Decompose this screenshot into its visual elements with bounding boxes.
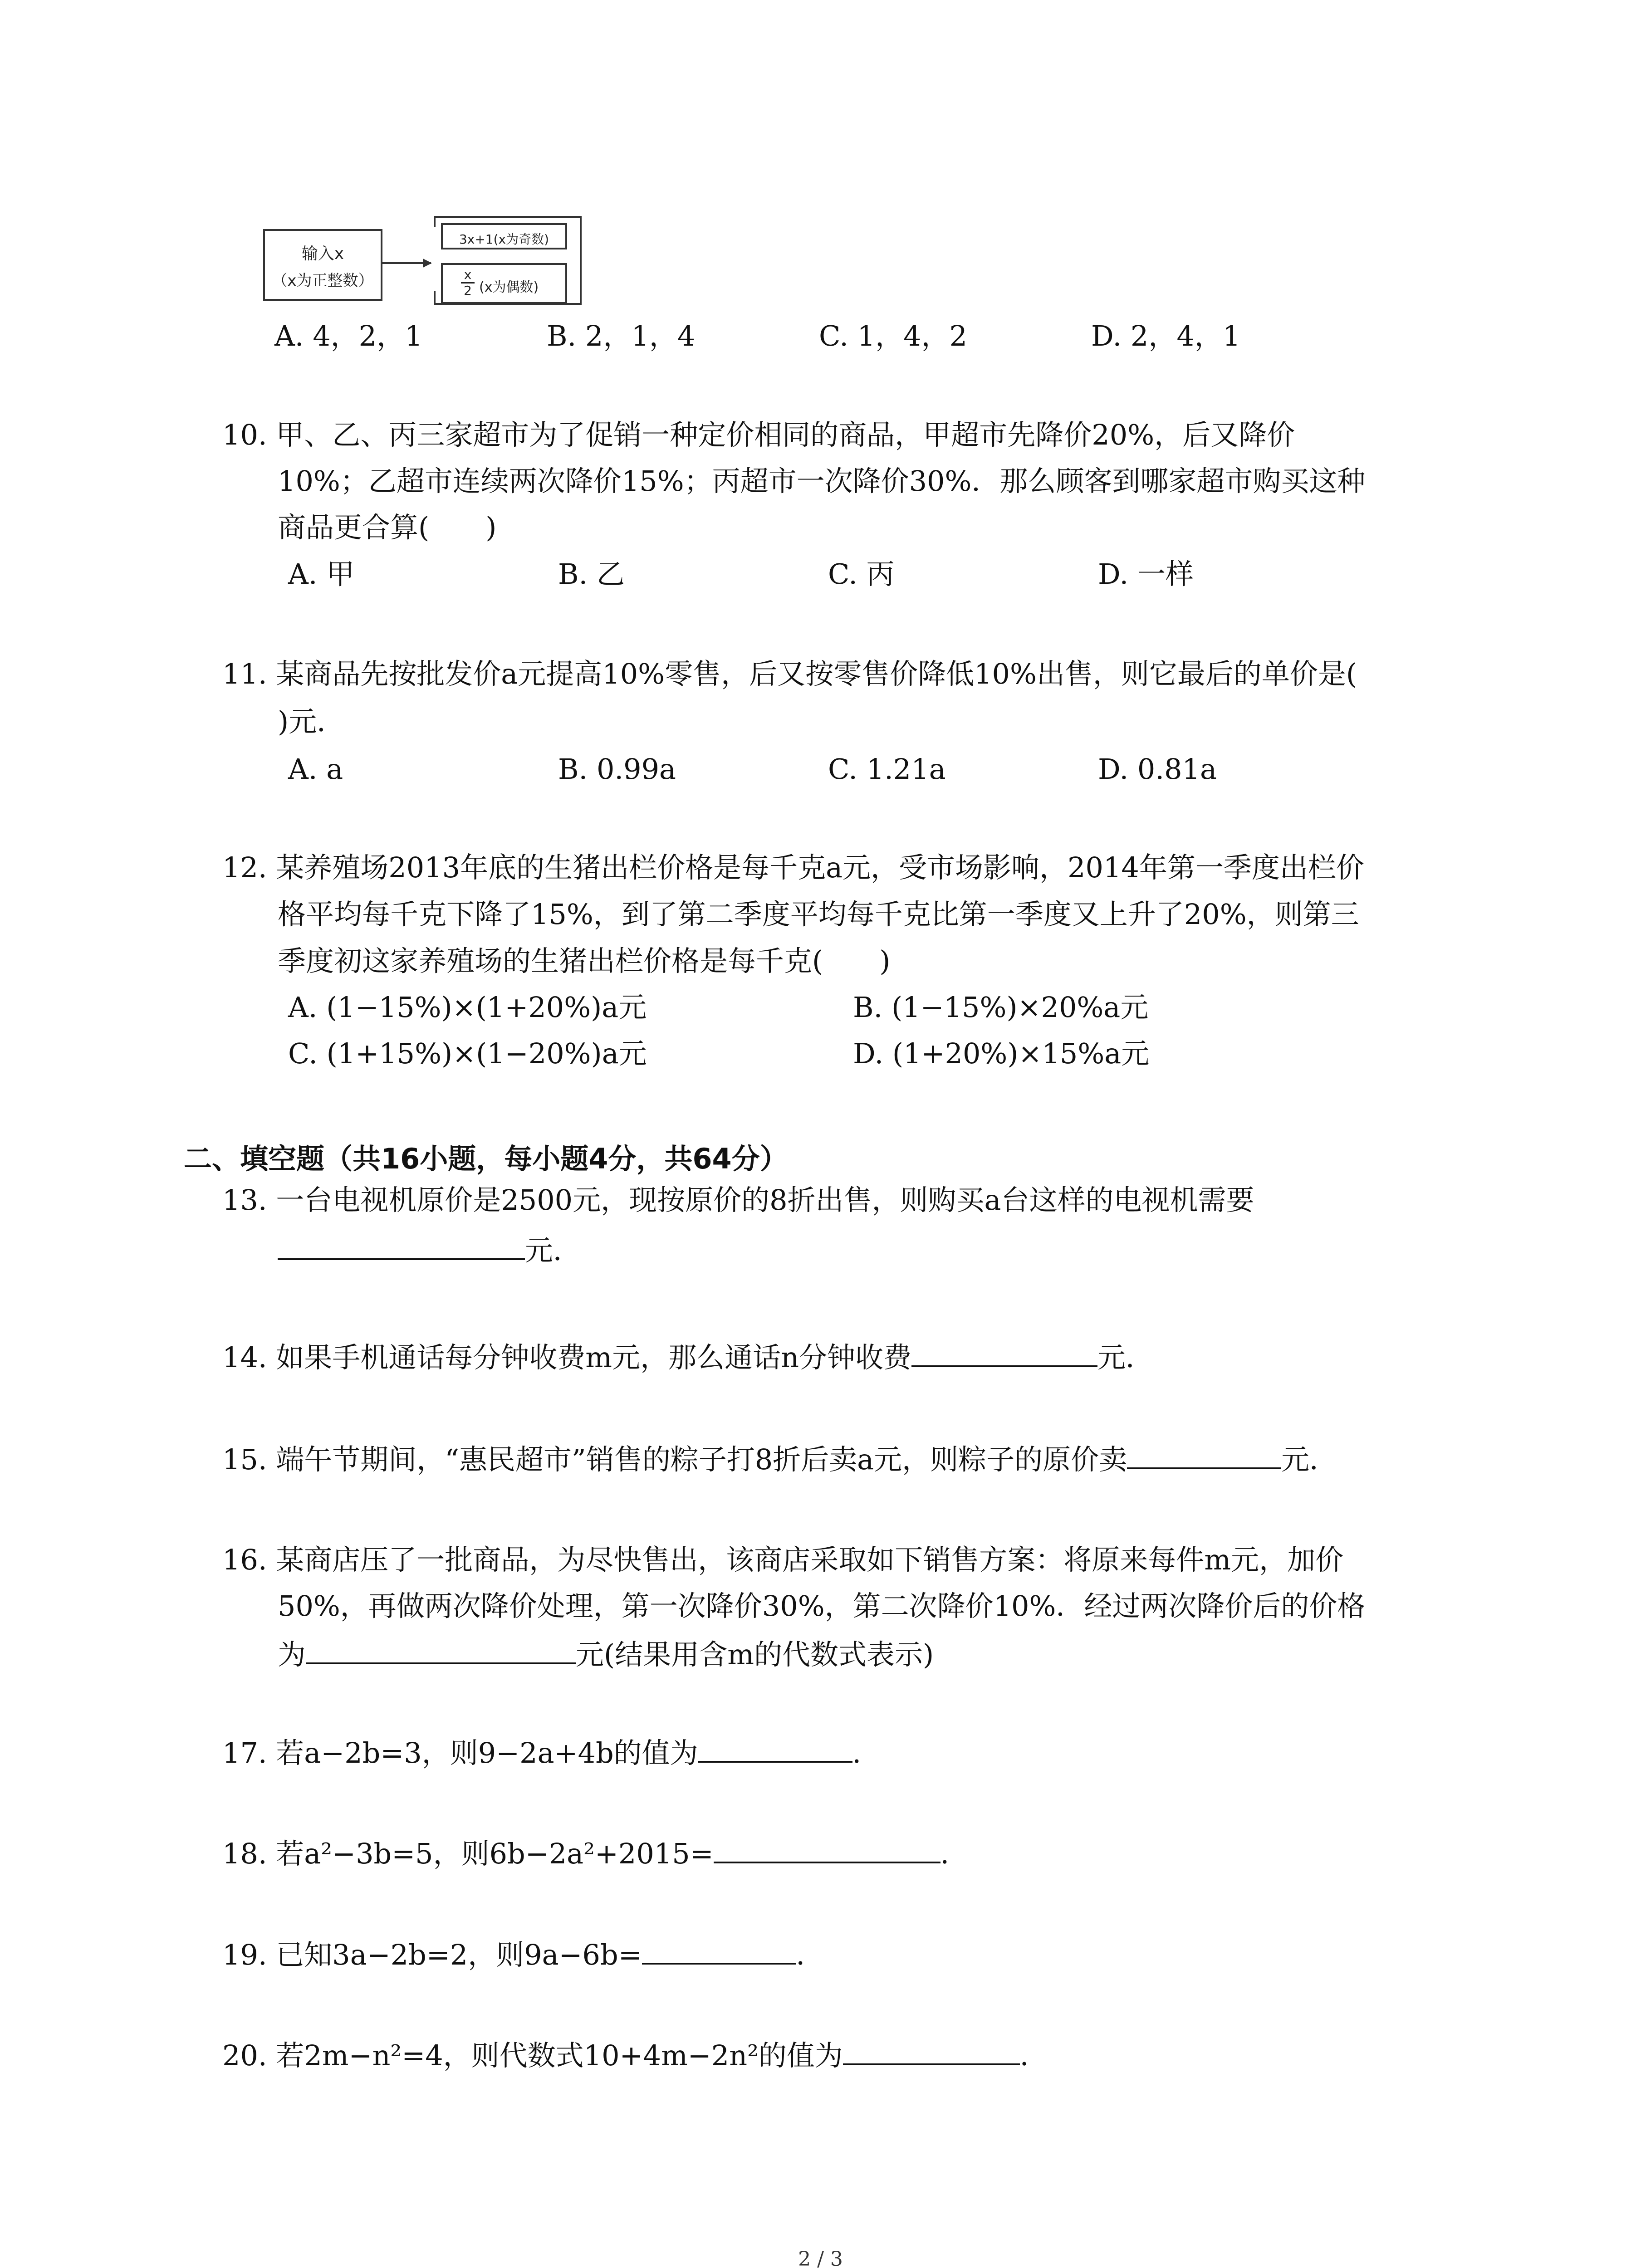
q16-line-3-post: 元(结果用含m的代数式表示) (576, 1638, 934, 1671)
q13-line-1: 13. 一台电视机原价是2500元，现按原价的8折出售，则购买a台这样的电视机需要 (222, 1183, 1254, 1217)
q14-tail: 元． (1097, 1341, 1154, 1374)
q10-line-2: 10%；乙超市连续两次降价15%；丙超市一次降价30%．那么顾客到哪家超市购买这种 (278, 464, 1366, 498)
flowchart (263, 213, 590, 318)
q11-option-c: C. 1.21a (828, 753, 946, 786)
q20-tail: ． (1019, 2039, 1048, 2072)
q15-text: 15. 端午节期间，“惠民超市”销售的粽子打8折后卖a元，则粽子的原价卖 (222, 1443, 1127, 1476)
q12-option-c: C. (1+15%)×(1−20%)a元 (288, 1037, 647, 1070)
q14-text: 14. 如果手机通话每分钟收费m元，那么通话n分钟收费 (222, 1341, 912, 1374)
q11-line-1: 11. 某商品先按批发价a元提高10%零售，后又按零售价降低10%出售，则它最后的单价是( (222, 657, 1357, 690)
page-number: 2 / 3 (798, 2248, 843, 2268)
q9-option-c: C. 1，4，2 (819, 319, 967, 352)
q19-text: 19. 已知3a−2b=2，则9a−6b= (222, 1938, 642, 1971)
q10-option-c: C. 丙 (828, 557, 895, 591)
flowchart-odd-rule: 3x+1(x为奇数) (459, 232, 549, 247)
q20-line (222, 2040, 1048, 2070)
q12-line-1: 12. 某养殖场2013年底的生猪出栏价格是每千克a元，受市场影响，2014年第一季度出栏价 (222, 851, 1364, 884)
q19-answer-blank[interactable] (642, 1939, 796, 1965)
q16-line-2: 50%，再做两次降价处理，第一次降价30%，第二次降价10%．经过两次降价后的价格 (278, 1589, 1366, 1623)
q10-option-d: D. 一样 (1098, 557, 1194, 591)
q14-answer-blank[interactable] (911, 1342, 1097, 1367)
q13-answer-blank[interactable] (278, 1235, 525, 1260)
q16-line-3-pre: 为 (278, 1638, 306, 1671)
flowchart-input-label: 输入x (301, 244, 344, 263)
q10-option-a: A. 甲 (288, 557, 355, 591)
q12-line-3: 季度初这家养殖场的生猪出栏价格是每千克( ) (278, 944, 891, 978)
q18-tail: ． (940, 1837, 969, 1870)
q9-option-b: B. 2，1，4 (547, 319, 696, 352)
q16-line-1: 16. 某商店压了一批商品，为尽快售出，该商店采取如下销售方案：将原来每件m元，加价 (222, 1543, 1344, 1576)
q17-tail: ． (852, 1736, 881, 1769)
q16-answer-blank[interactable] (306, 1639, 576, 1664)
q14-line (222, 1342, 1154, 1372)
q11-option-d: D. 0.81a (1098, 753, 1217, 786)
flowchart-even-condition: (x为偶数) (479, 279, 539, 295)
q18-line (222, 1838, 969, 1868)
q17-answer-blank[interactable] (698, 1737, 852, 1763)
q11-option-b: B. 0.99a (558, 753, 676, 786)
fraction-numerator: x (461, 268, 475, 284)
q15-line (222, 1444, 1337, 1474)
q9-option-a: A. 4，2，1 (274, 319, 423, 352)
q18-text: 18. 若a²−3b=5，则6b−2a²+2015= (222, 1837, 714, 1870)
q20-text: 20. 若2m−n²=4，则代数式10+4m−2n²的值为 (222, 2039, 843, 2072)
q12-option-d: D. (1+20%)×15%a元 (853, 1037, 1150, 1070)
q10-line-3: 商品更合算( ) (278, 511, 497, 544)
q17-text: 17. 若a−2b=3，则9−2a+4b的值为 (222, 1736, 698, 1769)
flowchart-even-box (441, 263, 567, 304)
q9-option-d: D. 2，4，1 (1091, 319, 1241, 352)
q17-line (222, 1737, 881, 1767)
flowchart-even-fraction (461, 268, 475, 298)
flowchart-input-condition: （x为正整数） (272, 272, 374, 290)
q10-line-1: 10. 甲、乙、丙三家超市为了促销一种定价相同的商品，甲超市先降价20%，后又降价 (222, 418, 1295, 451)
q15-answer-blank[interactable] (1127, 1444, 1281, 1469)
q12-option-b: B. (1−15%)×20%a元 (853, 991, 1149, 1024)
q11-option-a: A. a (288, 753, 343, 786)
q15-tail: 元． (1281, 1443, 1338, 1476)
q18-answer-blank[interactable] (714, 1838, 941, 1863)
q13-line-2 (278, 1235, 581, 1265)
q20-answer-blank[interactable] (843, 2040, 1020, 2065)
section-2-title: 二、填空题（共16小题，每小题4分，共64分） (184, 1142, 788, 1175)
q12-line-2: 格平均每千克下降了15%，到了第二季度平均每千克比第一季度又上升了20%，则第三 (278, 898, 1359, 931)
fraction-denominator: 2 (464, 283, 472, 298)
flowchart-odd-box (441, 223, 567, 249)
q16-line-3 (278, 1639, 934, 1669)
q10-option-b: B. 乙 (558, 557, 625, 591)
q19-tail: ． (796, 1938, 824, 1971)
q12-option-a: A. (1−15%)×(1+20%)a元 (288, 991, 647, 1024)
q11-line-2: )元． (278, 705, 345, 738)
q19-line (222, 1939, 824, 1969)
q13-tail: 元． (525, 1234, 582, 1267)
